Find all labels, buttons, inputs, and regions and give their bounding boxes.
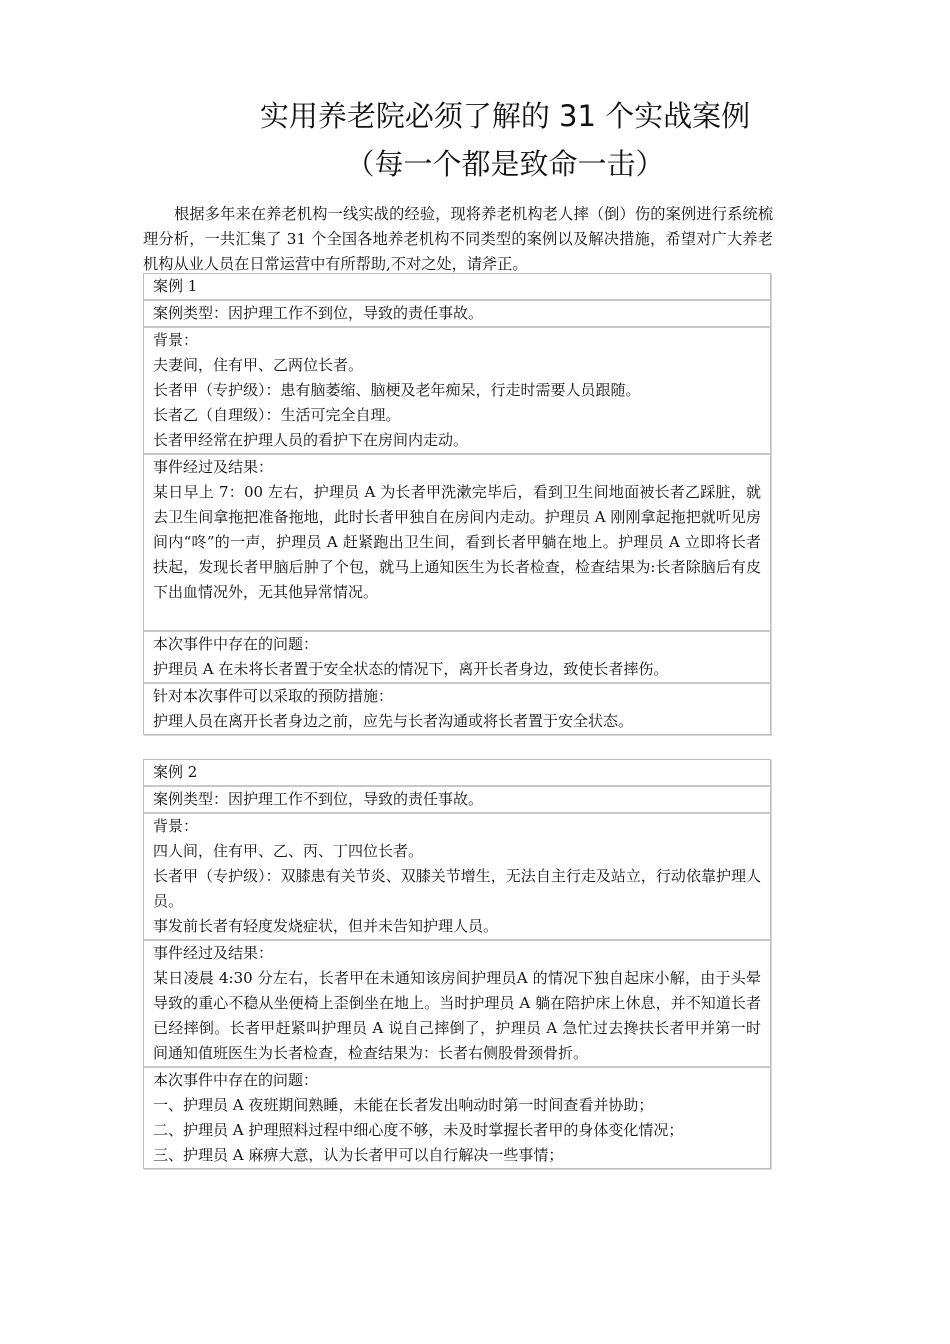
background-label: 背景： xyxy=(153,331,199,349)
events-text: 某日早上 7：00 左右，护理员 A 为长者甲洗漱完毕后，看到卫生间地面被长者乙踩脏，就去卫生间拿拖把准备拖地，此时长者甲独自在房间内走动。护理员 A 刚刚拿起拖把就听见房间内“咚”的一声，护理员 A 赶紧跑出卫生间，看到长者甲躺在地上。护理员 A 立即将长者扶起，发现长者甲脑后肿了个包，就马上通知医生为长者检查，检查结果为:长者除脑后有皮下出血情况外，无其他异常情况。 xyxy=(153,483,761,601)
events-label: 事件经过及结果： xyxy=(153,458,274,476)
case-heading xyxy=(144,760,770,787)
case-type-text: 案例类型：因护理工作不到位，导致的责任事故。 xyxy=(153,304,484,322)
background-label: 背景： xyxy=(153,817,199,835)
case-type-text: 案例类型：因护理工作不到位，导致的责任事故。 xyxy=(153,790,484,808)
case-background xyxy=(144,328,770,455)
case-1-table xyxy=(143,273,771,735)
prevention-label: 针对本次事件可以采取的预防措施： xyxy=(153,687,394,705)
case-2-table xyxy=(143,759,771,1169)
case-events xyxy=(144,455,770,632)
background-line: 长者甲（专护级）：双膝患有关节炎、双膝关节增生，无法自主行走及站立，行动依靠护理人员。 xyxy=(153,867,761,910)
background-line: 四人间，住有甲、乙、丙、丁四位长者。 xyxy=(153,842,424,860)
background-line: 长者甲（专护级）：患有脑萎缩、脑梗及老年痴呆，行走时需要人员跟随。 xyxy=(153,381,641,399)
case-type xyxy=(144,787,770,814)
problems-label: 本次事件中存在的问题： xyxy=(153,1071,319,1089)
problem-line: 三、护理员 A 麻痹大意，认为长者甲可以自行解决一些事情； xyxy=(153,1146,564,1164)
case-background xyxy=(144,814,770,941)
problem-line: 护理员 A 在未将长者置于安全状态的情况下，离开长者身边，致使长者摔伤。 xyxy=(153,660,669,678)
intro-paragraph xyxy=(143,202,773,277)
case-type xyxy=(144,301,770,328)
case-heading-text: 案例 2 xyxy=(153,763,198,781)
prevention-text: 护理人员在离开长者身边之前，应先与长者沟通或将长者置于安全状态。 xyxy=(153,712,634,730)
problem-line: 一、护理员 A 夜班期间熟睡，未能在长者发出响动时第一时间查看并协助； xyxy=(153,1096,654,1114)
background-line: 长者乙（自理级）：生活可完全自理。 xyxy=(153,406,401,424)
events-label: 事件经过及结果： xyxy=(153,944,274,962)
events-text: 某日凌晨 4:30 分左右，长者甲在未通知该房间护理员A 的情况下独自起床小解，由于头晕导致的重心不稳从坐便椅上歪倒坐在地上。当时护理员 A 躺在陪护床上休息，并不知道长者已经摔倒。长者甲赶紧叫护理员 A 说自己摔倒了，护理员 A 急忙过去搀扶长者甲并第一时间通知值班医生为长者检查，检查结果为：长者右侧股骨颈骨折。 xyxy=(153,969,761,1062)
case-problems xyxy=(144,1068,770,1168)
case-prevention xyxy=(144,684,770,734)
problem-line: 二、护理员 A 护理照料过程中细心度不够，未及时掌握长者甲的身体变化情况； xyxy=(153,1121,684,1139)
intro-text: 根据多年来在养老机构一线实战的经验，现将养老机构老人摔（倒）伤的案例进行系统梳理分析，一共汇集了 31 个全国各地养老机构不同类型的案例以及解决措施，希望对广大养老机构从业人员在日常运营中有所帮助,不对之处，请斧正。 xyxy=(143,205,773,273)
case-problems xyxy=(144,632,770,684)
background-line: 夫妻间，住有甲、乙两位长者。 xyxy=(153,356,364,374)
document-subtitle: （每一个都是致命一击） xyxy=(345,147,665,181)
background-line: 长者甲经常在护理人员的看护下在房间内走动。 xyxy=(153,431,469,449)
case-events xyxy=(144,941,770,1068)
problems-label: 本次事件中存在的问题： xyxy=(153,635,319,653)
background-line: 事发前长者有轻度发烧症状，但并未告知护理人员。 xyxy=(153,917,499,935)
case-heading-text: 案例 1 xyxy=(153,277,198,295)
case-heading xyxy=(144,274,770,301)
document-title: 实用养老院必须了解的 31 个实战案例 xyxy=(259,99,751,133)
